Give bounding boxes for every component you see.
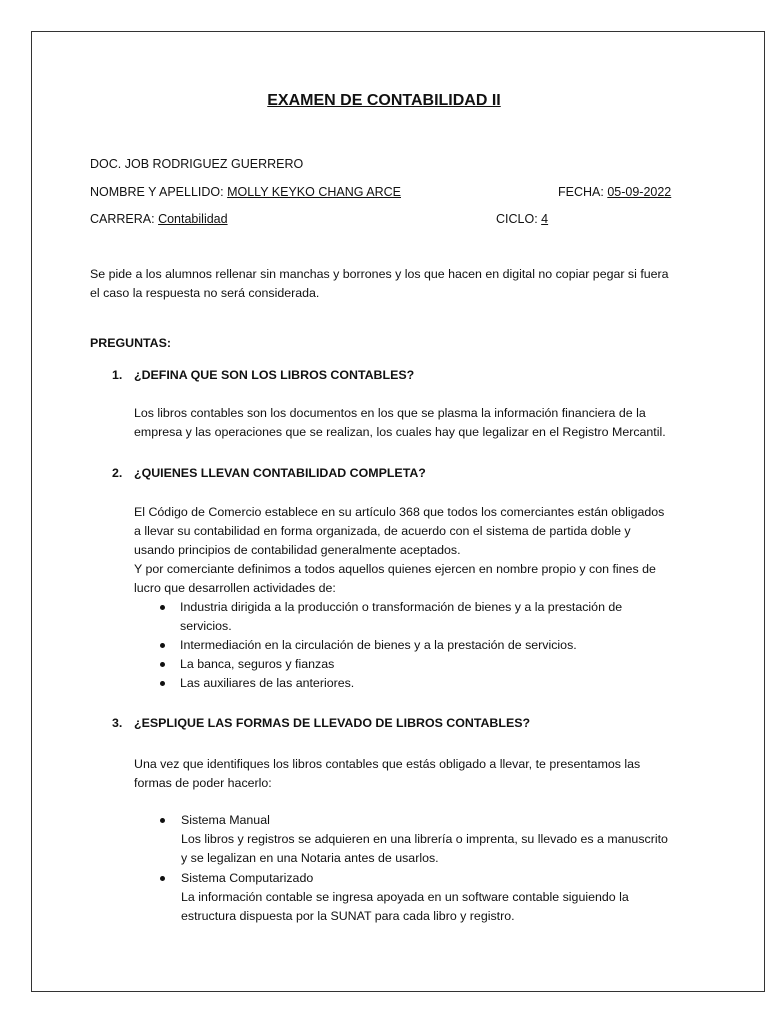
date-line xyxy=(558,185,671,199)
list-item: La banca, seguros y fianzas xyxy=(160,655,680,674)
career-value: Contabilidad xyxy=(158,212,228,226)
answer-line: Los libros contables son los documentos en los que se plasma la información financiera de la xyxy=(134,406,646,420)
question-title: ¿ESPLIQUE LAS FORMAS DE LLEVADO DE LIBROS CONTABLES? xyxy=(134,716,531,730)
method-line: y se legalizan en una Notaria antes de usarlos. xyxy=(181,851,439,865)
answer-line: usando principios de contabilidad generalmente aceptados. xyxy=(134,543,461,557)
career-line xyxy=(90,212,228,226)
cycle-label: CICLO: xyxy=(496,212,542,226)
question-number: 2. xyxy=(112,466,123,480)
method-line: Los libros y registros se adquieren en una librería o imprenta, su llevado es a manuscrito xyxy=(181,832,668,846)
name-label: NOMBRE Y APELLIDO: xyxy=(90,185,228,199)
answer-line: Y por comerciante definimos a todos aquellos quienes ejercen en nombre propio y con fines de xyxy=(134,562,656,576)
answer-line: lucro que desarrollen actividades de: xyxy=(134,581,336,595)
career-label: CARRERA: xyxy=(90,212,159,226)
date-value: 05-09-2022 xyxy=(607,185,672,199)
list-item: Las auxiliares de las anteriores. xyxy=(160,674,680,693)
activities-list xyxy=(160,598,680,693)
answer-paragraph xyxy=(134,503,679,598)
questions-heading: PREGUNTAS: xyxy=(90,336,171,350)
question-number: 3. xyxy=(112,716,123,730)
list-item: Industria dirigida a la producción o transformación de bienes y a la prestación de servicios. xyxy=(160,598,680,636)
method-title: Sistema Computarizado xyxy=(181,871,314,885)
teacher-line: DOC. JOB RODRIGUEZ GUERRERO xyxy=(90,157,304,171)
bullet-icon xyxy=(160,818,165,823)
cycle-line xyxy=(496,212,548,226)
list-item: Intermediación en la circulación de bienes y a la prestación de servicios. xyxy=(160,636,680,655)
name-value: MOLLY KEYKO CHANG ARCE xyxy=(227,185,401,199)
date-label: FECHA: xyxy=(558,185,608,199)
answer-line: a llevar su contabilidad en forma organizada, de acuerdo con el sistema de partida doble y xyxy=(134,524,631,538)
exam-title: EXAMEN DE CONTABILIDAD II xyxy=(267,92,501,109)
answer-line: El Código de Comercio establece en su artículo 368 que todos los comerciantes están obligados xyxy=(134,505,665,519)
question-number: 1. xyxy=(112,368,123,382)
student-name-line xyxy=(90,185,401,199)
instructions-line: Se pide a los alumnos rellenar sin manchas y borrones y los que hacen en digital no copiar pegar si fuera xyxy=(90,267,669,281)
answer-paragraph xyxy=(134,404,679,442)
answer-line: formas de poder hacerlo: xyxy=(134,776,272,790)
method-item xyxy=(181,811,701,868)
method-title: Sistema Manual xyxy=(181,813,270,827)
bullet-icon xyxy=(160,876,165,881)
method-line: estructura dispuesta por la SUNAT para cada libro y registro. xyxy=(181,909,515,923)
method-item xyxy=(181,869,701,926)
question-title: ¿DEFINA QUE SON LOS LIBROS CONTABLES? xyxy=(134,368,415,382)
answer-line: empresa y las operaciones que se realizan, los cuales hay que legalizar en el Registro Mercantil. xyxy=(134,425,666,439)
question-title: ¿QUIENES LLEVAN CONTABILIDAD COMPLETA? xyxy=(134,466,426,480)
cycle-value: 4 xyxy=(541,212,549,226)
instructions-line: el caso la respuesta no será considerada. xyxy=(90,286,320,300)
answer-line: Una vez que identifiques los libros contables que estás obligado a llevar, te presentamos las xyxy=(134,757,641,771)
method-line: La información contable se ingresa apoyada en un software contable siguiendo la xyxy=(181,890,629,904)
instructions xyxy=(90,265,690,303)
answer-paragraph xyxy=(134,755,679,793)
